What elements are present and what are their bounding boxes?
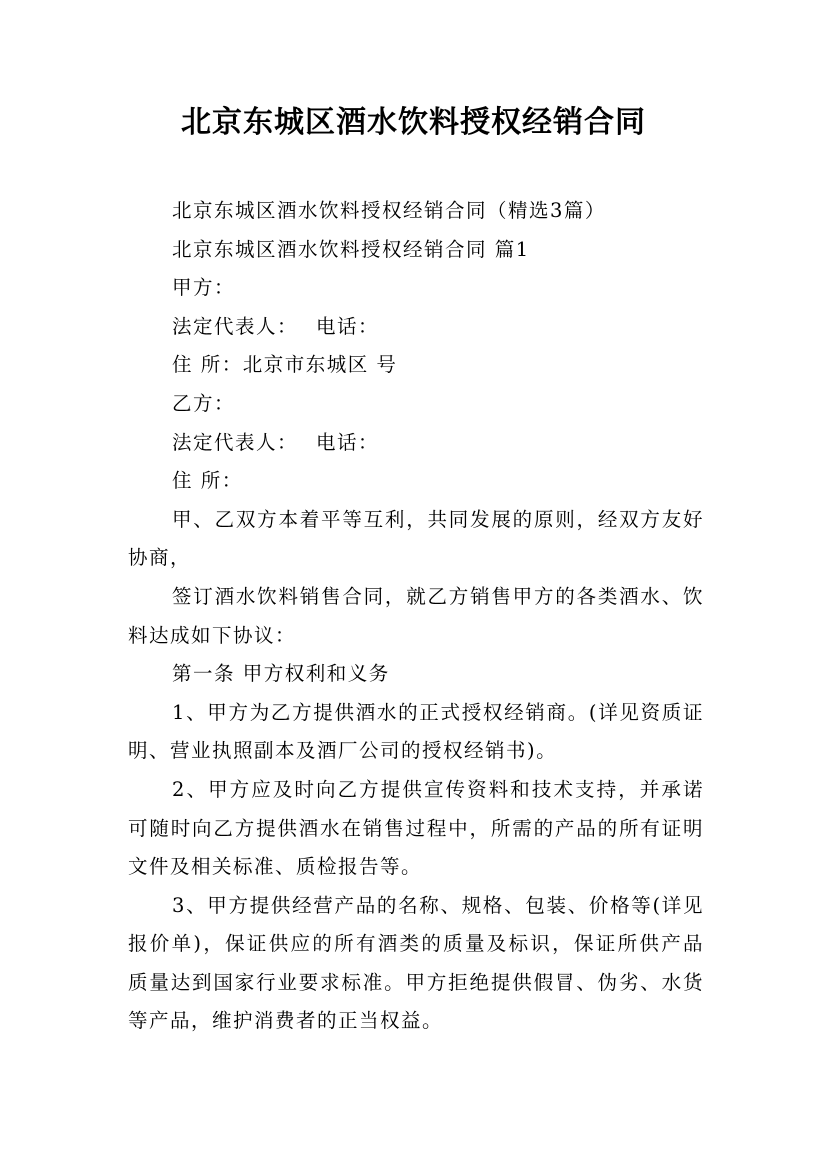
document-body bbox=[128, 192, 704, 1041]
party-a-address-label: 住 所： bbox=[172, 353, 243, 377]
party-a-address-line bbox=[128, 346, 704, 385]
party-b-address-line bbox=[128, 462, 704, 501]
party-a-label: 甲方： bbox=[172, 276, 236, 300]
section-heading: 北京东城区酒水饮料授权经销合同 篇1 bbox=[172, 237, 530, 261]
party-b-rep-line bbox=[128, 424, 704, 463]
article-one-heading: 第一条 甲方权利和义务 bbox=[172, 662, 390, 686]
party-b-phone-label: 电话： bbox=[316, 430, 380, 454]
party-a-rep-label: 法定代表人： bbox=[172, 314, 299, 338]
party-a-phone-label: 电话： bbox=[316, 314, 380, 338]
party-a-address-value: 北京市东城区 号 bbox=[242, 353, 398, 377]
subtitle: 北京东城区酒水饮料授权经销合同（精选3篇） bbox=[172, 199, 606, 222]
paragraph-agreement: 签订酒水饮料销售合同，就乙方销售甲方的各类酒水、饮料达成如下协议： bbox=[128, 584, 704, 647]
party-b-address-label: 住 所： bbox=[172, 469, 243, 493]
paragraph-intro: 甲、乙双方本着平等互利，共同发展的原则，经双方友好协商， bbox=[128, 507, 704, 570]
clause-2: 2、甲方应及时向乙方提供宣传资料和技术支持，并承诺可随时向乙方提供酒水在销售过程中，所需的产品的所有证明文件及相关标准、质检报告等。 bbox=[128, 777, 704, 879]
party-b-rep-label: 法定代表人： bbox=[172, 430, 299, 454]
clause-1: 1、甲方为乙方提供酒水的正式授权经销商。(详见资质证明、营业执照副本及酒厂公司的授权经销书)。 bbox=[128, 700, 704, 763]
party-b-label: 乙方： bbox=[172, 391, 236, 415]
document-title: 北京东城区酒水饮料授权经销合同 bbox=[181, 105, 646, 140]
clause-3: 3、甲方提供经营产品的名称、规格、包装、价格等(详见报价单)，保证供应的所有酒类的质量及标识，保证所供产品质量达到国家行业要求标准。甲方拒绝提供假冒、伪劣、水货等产品，维护消费者的正当权益。 bbox=[128, 893, 704, 1033]
party-a-rep-line bbox=[128, 308, 704, 347]
